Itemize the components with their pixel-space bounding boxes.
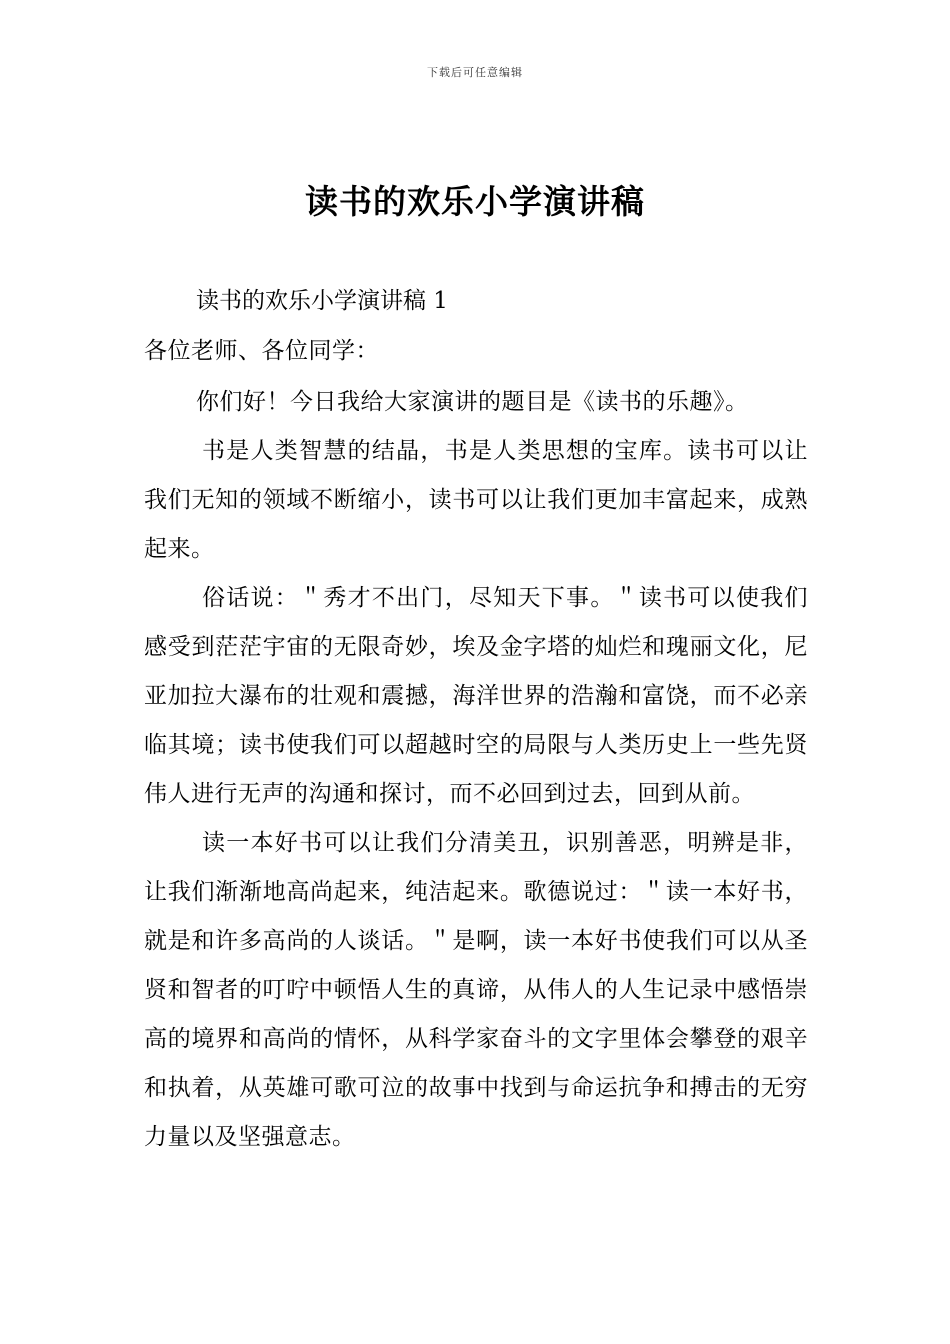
salutation: 各位老师、各位同学：	[144, 338, 379, 364]
paragraph-greeting: 你们好！今日我给大家演讲的题目是《读书的乐趣》。	[196, 389, 749, 415]
paragraph-proverb: 俗话说：＂秀才不出门，尽知天下事。＂读书可以使我们感受到茫茫宇宙的无限奇妙，埃及金字塔的灿烂和瑰丽文化，尼亚加拉大瀑布的壮观和震撼，海洋世界的浩瀚和富饶，而不必亲临其境；读书使我们可以超越时空的局限与人类历史上一些先贤伟人进行无声的沟通和探讨，而不必回到过去，回到从前。	[144, 585, 808, 807]
header-note: 下载后可任意编辑	[427, 66, 523, 79]
document-body	[144, 278, 808, 1162]
section-subheading: 读书的欢乐小学演讲稿 1	[196, 288, 448, 314]
page-title: 读书的欢乐小学演讲稿	[305, 182, 645, 221]
paragraph-book-wisdom: 书是人类智慧的结晶，书是人类思想的宝库。读书可以让我们无知的领域不断缩小，读书可以让我们更加丰富起来，成熟起来。	[144, 438, 808, 562]
paragraph-good-book: 读一本好书可以让我们分清美丑，识别善恶，明辨是非，让我们渐渐地高尚起来，纯洁起来。歌德说过：＂读一本好书，就是和许多高尚的人谈话。＂是啊，读一本好书使我们可以从圣贤和智者的叮咛中顿悟人生的真谛，从伟人的人生记录中感悟崇高的境界和高尚的情怀，从科学家奋斗的文字里体会攀登的艰辛和执着，从英雄可歌可泣的故事中找到与命运抗争和搏击的无穷力量以及坚强意志。	[144, 830, 808, 1150]
